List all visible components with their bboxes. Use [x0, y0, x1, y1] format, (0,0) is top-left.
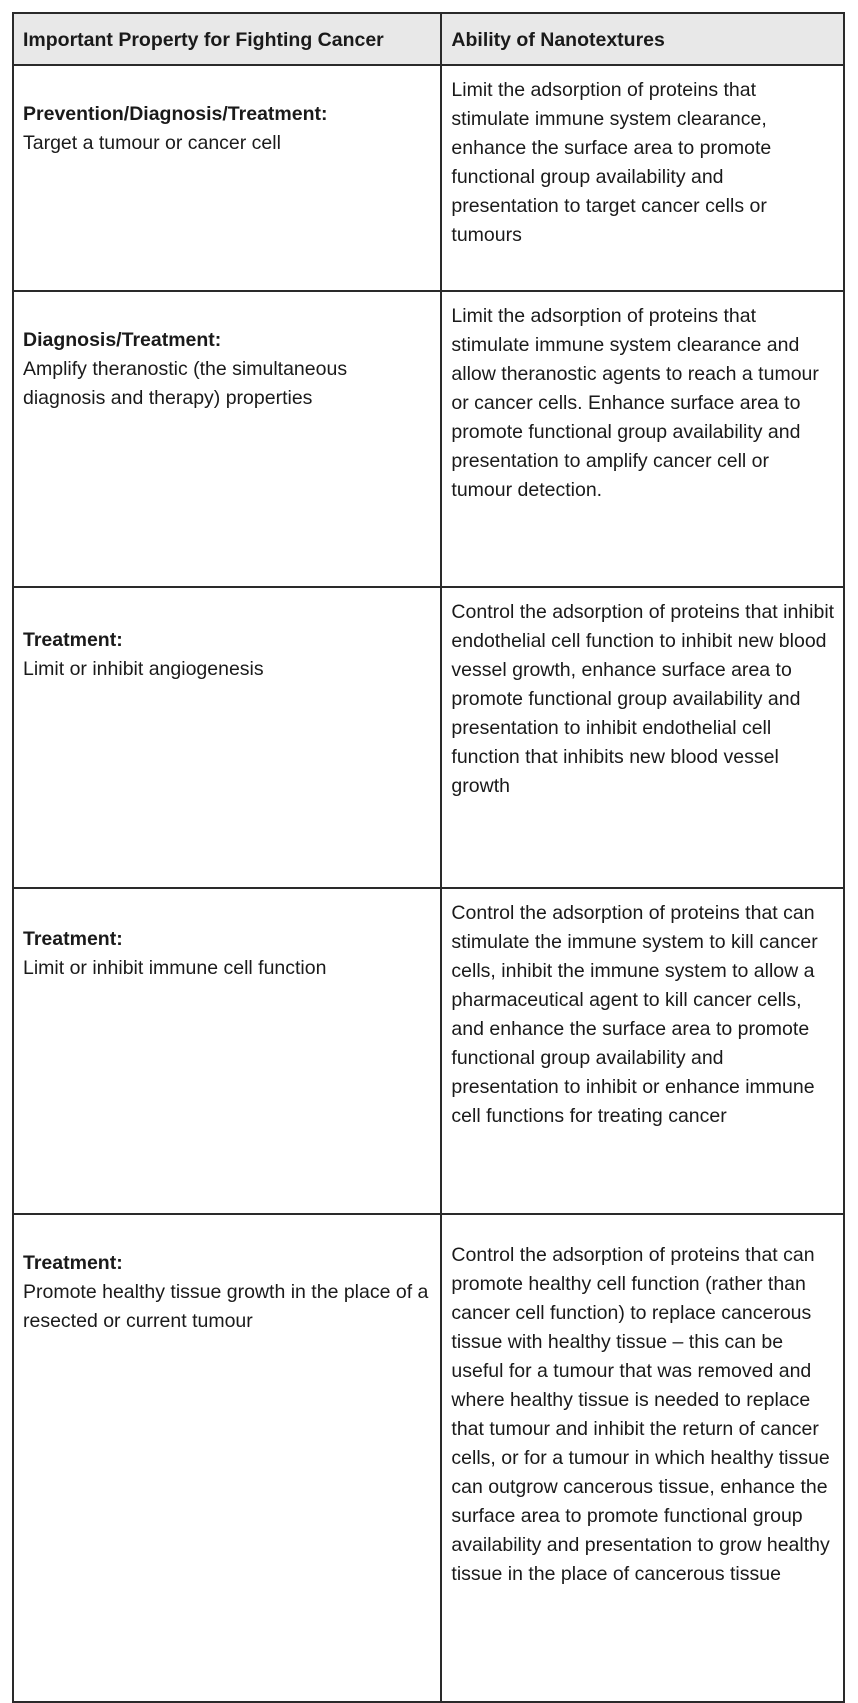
property-category: Treatment:: [23, 928, 123, 950]
ability-cell: Control the adsorption of proteins that can stimulate the immune system to kill cancer cells, inhibit the immune system to allow a pharmaceutical agent to kill cancer cells, and enhance the surface area to promote functional group availability and presentation to inhibit or enhance immune cell functions for treating cancer: [441, 888, 844, 1214]
ability-cell: Control the adsorption of proteins that can promote healthy cell function (rather than cancer cell function) to replace cancerous tissue with healthy tissue – this can be useful for a tumour that was removed and where healthy tissue is needed to replace that tumour and inhibit the return of cancer cells, or for a tumour in which healthy tissue can outgrow cancerous tissue, enhance the surface area to promote functional group availability and presentation to grow healthy tissue in the place of cancerous tissue: [441, 1214, 844, 1702]
property-cell: [13, 888, 441, 1214]
nanotexture-table: [12, 12, 845, 1703]
property-description: Limit or inhibit immune cell function: [23, 957, 327, 979]
table-row: [13, 291, 844, 587]
table-header-row: [13, 13, 844, 65]
header-ability: Ability of Nanotextures: [441, 13, 844, 65]
property-category: Diagnosis/Treatment:: [23, 329, 222, 351]
ability-cell: Limit the adsorption of proteins that stimulate immune system clearance, enhance the surface area to promote functional group availability and presentation to target cancer cells or tumours: [441, 65, 844, 291]
property-description: Amplify theranostic (the simultaneous diagnosis and therapy) properties: [23, 358, 348, 409]
header-property: Important Property for Fighting Cancer: [13, 13, 441, 65]
property-cell: [13, 1214, 441, 1702]
property-category: Treatment:: [23, 1252, 123, 1274]
property-category: Treatment:: [23, 629, 123, 651]
property-cell: [13, 291, 441, 587]
table-row: [13, 1214, 844, 1702]
property-cell: [13, 587, 441, 888]
ability-cell: Limit the adsorption of proteins that stimulate immune system clearance and allow theranostic agents to reach a tumour or cancer cells. Enhance surface area to promote functional group availability and presentation to amplify cancer cell or tumour detection.: [441, 291, 844, 587]
table-row: [13, 587, 844, 888]
property-description: Target a tumour or cancer cell: [23, 132, 281, 154]
property-cell: [13, 65, 441, 291]
ability-cell: Control the adsorption of proteins that inhibit endothelial cell function to inhibit new blood vessel growth, enhance surface area to promote functional group availability and presentation to inhibit endothelial cell function that inhibits new blood vessel growth: [441, 587, 844, 888]
property-description: Promote healthy tissue growth in the place of a resected or current tumour: [23, 1281, 429, 1332]
table-row: [13, 65, 844, 291]
property-description: Limit or inhibit angiogenesis: [23, 658, 264, 680]
property-category: Prevention/Diagnosis/Treatment:: [23, 103, 328, 125]
table-row: [13, 888, 844, 1214]
